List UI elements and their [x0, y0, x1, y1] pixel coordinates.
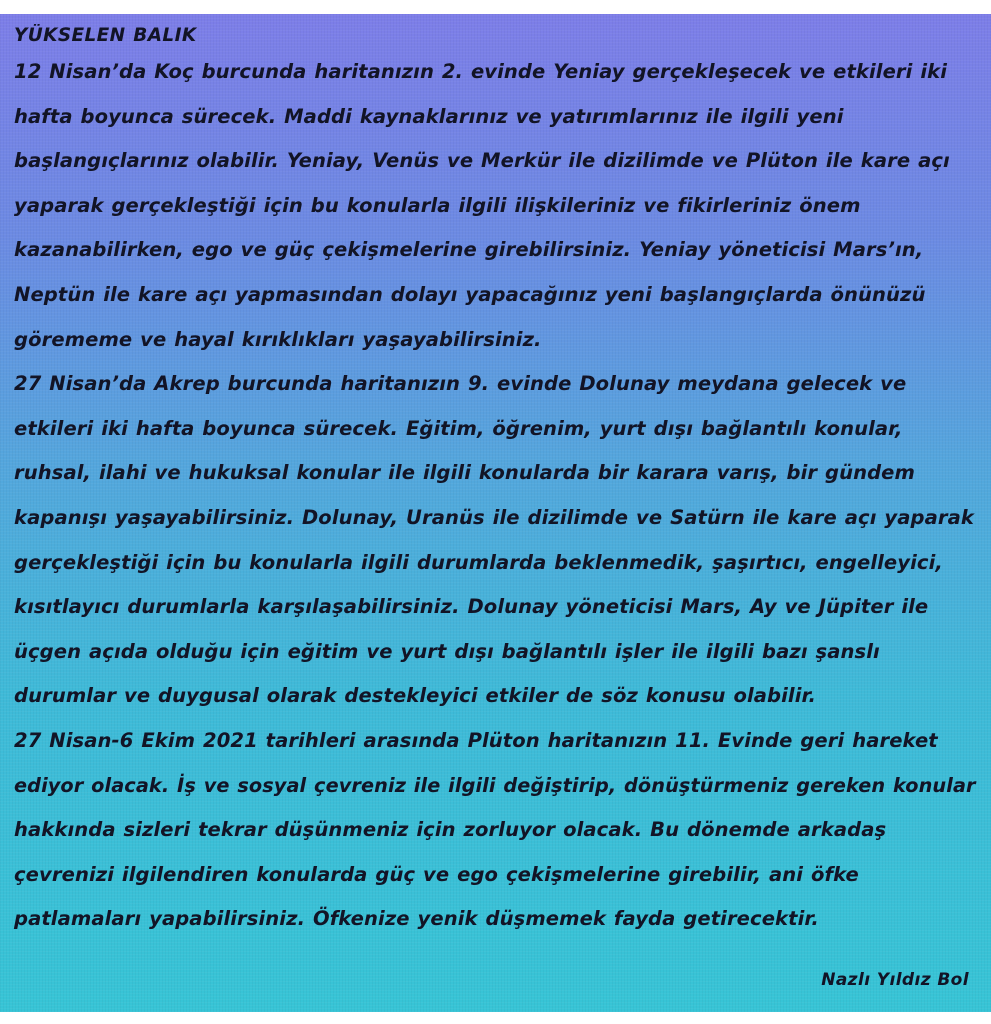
author-signature: Nazlı Yıldız Bol — [821, 970, 969, 990]
text-line: etkileri iki hafta boyunca sürecek. Eğitim, öğrenim, yurt dışı bağlantılı konular, — [14, 416, 903, 440]
text-line: 27 Nisan-6 Ekim 2021 tarihleri arasında Plüton haritanızın 11. Evinde geri hareket — [14, 728, 938, 752]
text-line: patlamaları yapabilirsiniz. Öfkenize yenik düşmemek fayda getirecektir. — [14, 907, 819, 931]
text-line: yaparak gerçekleştiği için bu konularla ilgili ilişkileriniz ve fikirleriniz önem — [14, 193, 861, 217]
text-line: kapanışı yaşayabilirsiniz. Dolunay, Uranüs ile dizilimde ve Satürn ile kare açı yaparak — [14, 505, 975, 529]
text-line: 27 Nisan’da Akrep burcunda haritanızın 9. evinde Dolunay meydana gelecek ve — [14, 372, 907, 396]
text-line: çevrenizi ilgilendiren konularda güç ve ego çekişmelerine girebilir, ani öfke — [14, 862, 859, 886]
text-line: gerçekleştiği için bu konularla ilgili durumlarda beklenmedik, şaşırtıcı, engelleyici, — [14, 550, 943, 574]
text-line: kısıtlayıcı durumlarla karşılaşabilirsiniz. Dolunay yöneticisi Mars, Ay ve Jüpiter ile — [14, 595, 929, 619]
text-line: hakkında sizleri tekrar düşünmeniz için zorluyor olacak. Bu dönemde arkadaş — [14, 818, 887, 842]
text-line: hafta boyunca sürecek. Maddi kaynaklarınız ve yatırımlarınız ile ilgili yeni — [14, 104, 844, 128]
text-line: ediyor olacak. İş ve sosyal çevreniz ile ilgili değiştirip, dönüştürmeniz gereken konular — [14, 773, 976, 797]
text-line: görememe ve hayal kırıklıkları yaşayabilirsiniz. — [14, 327, 542, 351]
text-line: üçgen açıda olduğu için eğitim ve yurt dışı bağlantılı işler ile ilgili bazı şanslı — [14, 639, 880, 663]
text-line: Neptün ile kare açı yapmasından dolayı yapacağınız yeni başlangıçlarda önünüzü — [14, 282, 926, 306]
text-line: ruhsal, ilahi ve hukuksal konular ile ilgili konularda bir karara varış, bir gündem — [14, 461, 915, 485]
horoscope-text — [14, 22, 979, 942]
text-line: durumlar ve duygusal olarak destekleyici etkiler de söz konusu olabilir. — [14, 684, 816, 708]
text-line: başlangıçlarınız olabilir. Yeniay, Venüs ve Merkür ile dizilimde ve Plüton ile kare açı — [14, 149, 950, 173]
text-line: kazanabilirken, ego ve güç çekişmelerine girebilirsiniz. Yeniay yöneticisi Mars’ın, — [14, 238, 924, 262]
horoscope-card — [0, 14, 991, 1012]
horoscope-title: YÜKSELEN BALIK — [14, 25, 197, 46]
text-line: 12 Nisan’da Koç burcunda haritanızın 2. evinde Yeniay gerçekleşecek ve etkileri iki — [14, 60, 948, 83]
